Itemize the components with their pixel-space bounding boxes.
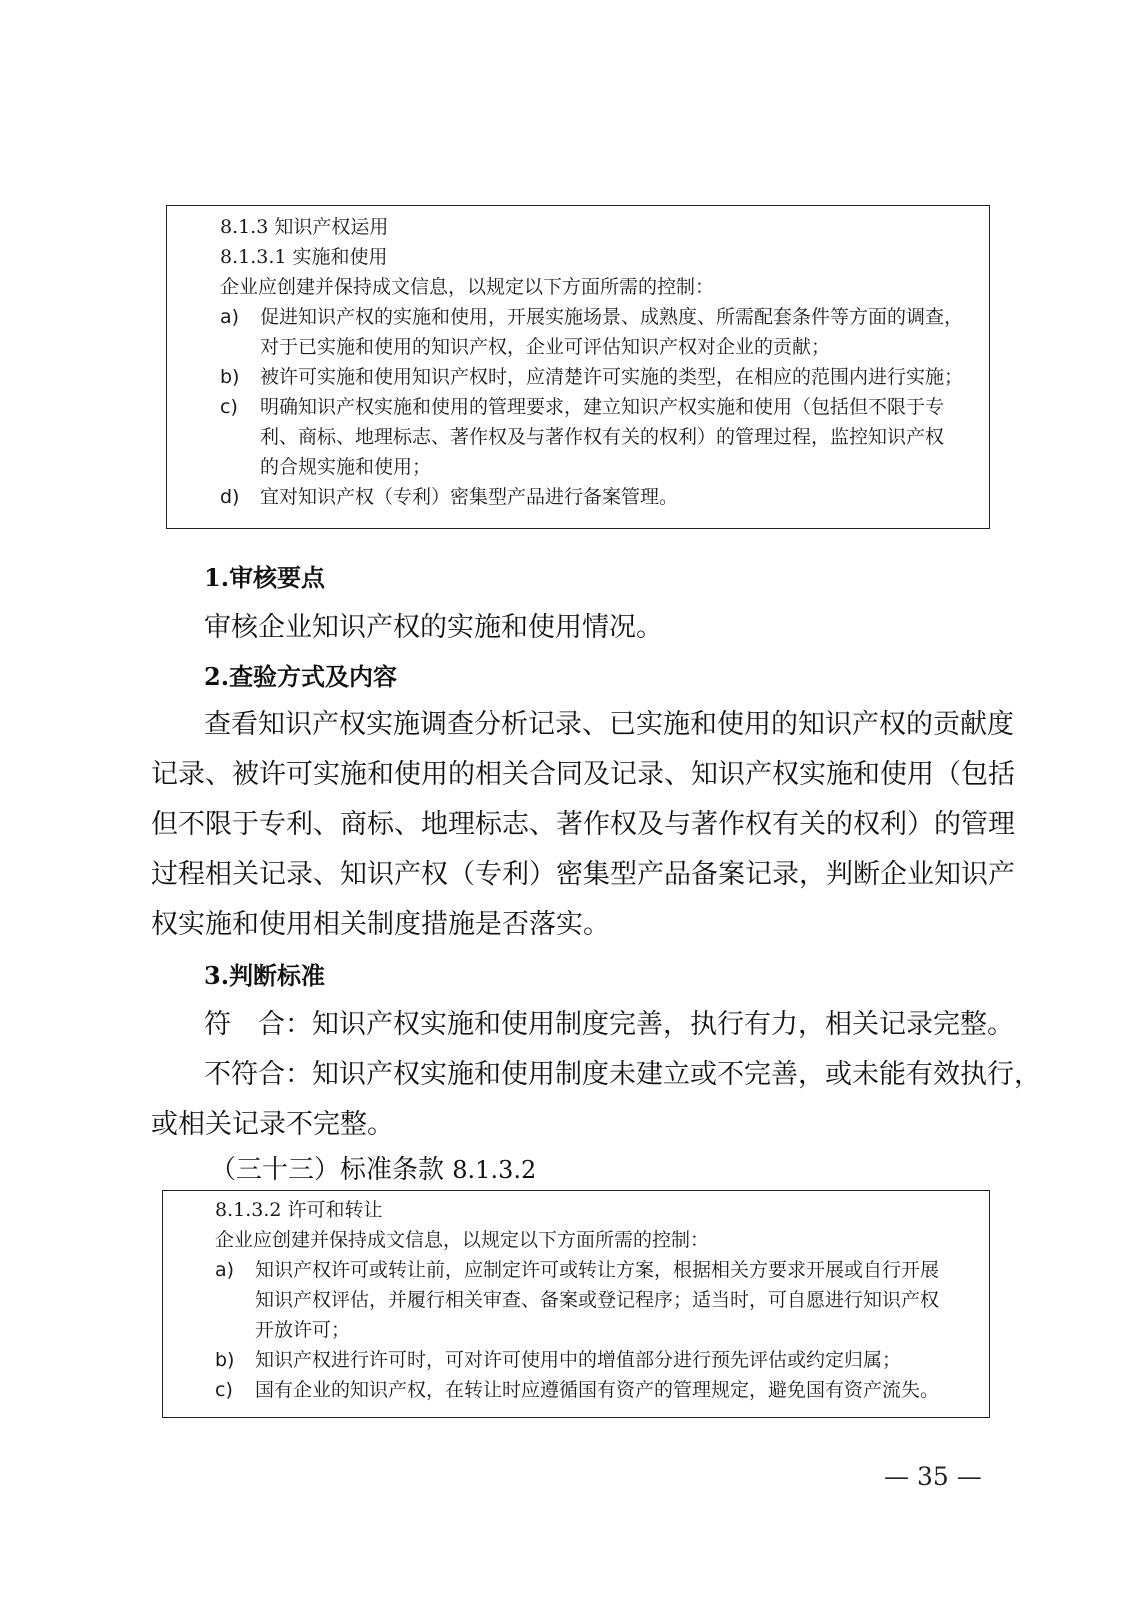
list-item-line: 知识产权评估，并履行相关审查、备案或登记程序；适当时，可自愿进行知识产权 [255, 1289, 940, 1311]
paragraph-line: 或相关记录不完整。 [151, 1109, 394, 1140]
clause-heading: （三十三）标准条款 8.1.3.2 [210, 1155, 537, 1185]
list-marker: d) [220, 486, 240, 508]
conform-label: 符 合： [204, 1009, 312, 1040]
list-item-line: 国有企业的知识产权，在转让时应遵循国有资产的管理规定，避免国有资产流失。 [255, 1379, 940, 1401]
list-item-line: 知识产权许可或转让前，应制定许可或转让方案，根据相关方要求开展或自行开展 [255, 1259, 940, 1281]
nonconform-label: 不符合： [204, 1059, 312, 1090]
list-marker: c) [215, 1379, 233, 1401]
paragraph-line: 但不限于专利、商标、地理标志、著作权及与著作权有关的权利）的管理 [151, 809, 1015, 840]
list-item-line: 知识产权进行许可时，可对许可使用中的增值部分进行预先评估或约定归属； [255, 1349, 902, 1371]
conform-criterion: 符 合：知识产权实施和使用制度完善，执行有力，相关记录完整。 [204, 1009, 1014, 1040]
section-heading-2: 2.查验方式及内容 [204, 662, 398, 691]
list-marker: b) [220, 366, 240, 388]
list-item-line: 促进知识产权的实施和使用，开展实施场景、成熟度、所需配套条件等方面的调查， [260, 306, 964, 328]
list-marker: c) [220, 396, 238, 418]
subsection-heading: 8.1.3.2 许可和转让 [215, 1199, 383, 1221]
section-heading-3: 3.判断标准 [204, 961, 326, 990]
paragraph: 审核企业知识产权的实施和使用情况。 [204, 612, 663, 643]
list-item-line: 开放许可； [255, 1319, 351, 1341]
list-item-line: 利、商标、地理标志、著作权及与著作权有关的权利）的管理过程，监控知识产权 [260, 426, 945, 448]
list-marker: a) [220, 306, 240, 328]
list-item-line: 对于已实施和使用的知识产权，企业可评估知识产权对企业的贡献； [260, 336, 831, 358]
nonconform-criterion: 不符合：知识产权实施和使用制度未建立或不完善，或未能有效执行， [204, 1059, 1041, 1090]
subsection-heading: 8.1.3.1 实施和使用 [220, 246, 388, 268]
list-marker: b) [215, 1349, 235, 1371]
list-item-line: 宜对知识产权（专利）密集型产品进行备案管理。 [260, 486, 679, 508]
list-item-line: 被许可实施和使用知识产权时，应清楚许可实施的类型，在相应的范围内进行实施； [260, 366, 964, 388]
paragraph-line: 过程相关记录、知识产权（专利）密集型产品备案记录，判断企业知识产 [151, 859, 1015, 890]
list-item-line: 明确知识产权实施和使用的管理要求，建立知识产权实施和使用（包括但不限于专 [260, 396, 945, 418]
intro-text: 企业应创建并保持成文信息，以规定以下方面所需的控制： [215, 1229, 710, 1251]
section-heading: 8.1.3 知识产权运用 [220, 216, 389, 238]
list-marker: a) [215, 1259, 235, 1281]
intro-text: 企业应创建并保持成文信息，以规定以下方面所需的控制： [220, 276, 715, 298]
standard-clause-box-8-1-3 [166, 205, 990, 529]
standard-clause-box-8-1-3-2 [162, 1190, 990, 1418]
paragraph-line: 权实施和使用相关制度措施是否落实。 [151, 909, 610, 940]
section-heading-1: 1.审核要点 [204, 563, 326, 592]
list-item-line: 的合规实施和使用； [260, 456, 432, 478]
paragraph-line: 记录、被许可实施和使用的相关合同及记录、知识产权实施和使用（包括 [151, 759, 1015, 790]
paragraph-line: 查看知识产权实施调查分析记录、已实施和使用的知识产权的贡献度 [204, 709, 1014, 740]
page-number: — 35 — [884, 1462, 982, 1491]
